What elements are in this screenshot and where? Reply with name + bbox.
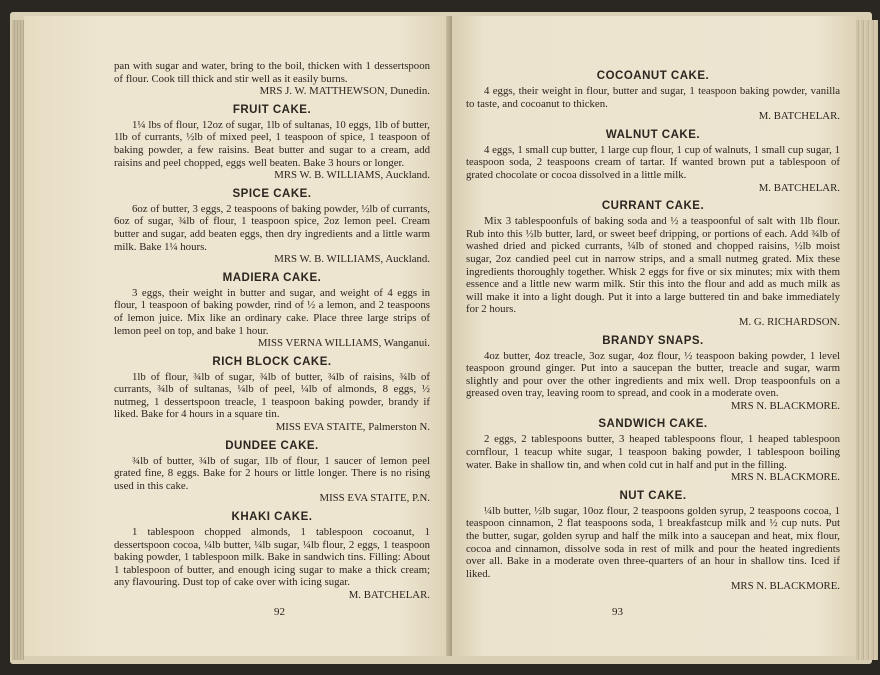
recipe-title: COCOANUT CAKE. — [596, 70, 710, 82]
recipe-author: MRS N. BLACKMORE. — [730, 580, 840, 593]
recipe-title: SANDWICH CAKE. — [598, 418, 708, 431]
recipe-title: DUNDEE CAKE. — [225, 439, 319, 452]
recipe-title: BRANDY SNAPS. — [602, 334, 704, 347]
recipe-spice-cake — [114, 188, 430, 266]
recipe-title: MADIERA CAKE. — [222, 271, 322, 284]
recipe-author: MRS N. BLACKMORE. — [730, 399, 840, 412]
recipe-author: M. G. RICHARDSON. — [738, 315, 840, 328]
recipe-author: MRS N. BLACKMORE. — [730, 471, 840, 484]
recipe-author: M. BATCHELAR. — [758, 110, 840, 123]
recipe-text: pan with sugar and water, bring to the boil, thicken with 1 dessertspoon of flour. Cook till thick and stir well as it easily burns. — [114, 60, 430, 85]
recipe-author: M. BATCHELAR. — [758, 181, 840, 194]
page-edges-left — [12, 20, 24, 660]
page-number: 92 — [274, 606, 285, 618]
recipe-title: SPICE CAKE. — [232, 187, 312, 200]
recipe-title: KHAKI CAKE. — [231, 511, 313, 524]
recipe-dundee-cake — [114, 440, 430, 505]
recipe-text: Mix 3 tablespoonfuls of baking soda and ½ a teaspoonful of salt with 1lb flour. Rub into this ½lb butter, lard, or sweet beef dripping, or portions of each. Add ¾lb of washed dried and picked currants, ¼lb of stoned and chopped raisins, ½lb moist sugar, 2oz candied peel cut in narrow strips, and a small nutmeg grated. Mix these ingredients thoroughly together. Whisk 2 eggs for five or six minutes; mix with them essence and a little new warm milk. Stir this into the flour and add as much milk as will make it into a light dough. Put it into a large buttered tin and bake immediately for 2 hours. — [466, 215, 840, 316]
recipe-text: 2 eggs, 2 tablespoons butter, 3 heaped tablespoons flour, 1 heaped tablespoon cornflour, 1 teacup white sugar, 1 teaspoon baking powder, 1 tablespoon boiling water. Bake in shallow tin, and when cold cut in half and put in the filling. — [466, 433, 840, 471]
right-page — [452, 16, 856, 656]
recipe-title: FRUIT CAKE. — [232, 103, 312, 116]
left-page — [24, 16, 450, 656]
recipe-brandy-snaps — [466, 335, 840, 413]
recipe-author: MRS J. W. MATTHEWSON, Dunedin. — [259, 85, 430, 98]
recipe-text: 1¼ lbs of flour, 12oz of sugar, 1lb of sultanas, 10 eggs, 1lb of butter, 1lb of currants, ½lb of mixed peel, 1 teaspoon of spice, 1 teaspoon of baking powder, a few raisins. Beat butter and sugar to a cream, add raisins and peel chopped, eggs well beaten. Bake 3 hours or longer. — [114, 118, 430, 169]
open-book — [10, 12, 872, 664]
recipe-text: 1lb of flour, ¾lb of sugar, ¾lb of butter, ¾lb of raisins, ¾lb of currants, ¾lb of sultanas, ¼lb of peel, ¼lb of almonds, 8 eggs, ½ nutmeg, 1 dessertspoon treacle, 1 teaspoon baking powder, brandy if liked. Bake for 4 hours in a square tin. — [114, 370, 430, 421]
recipe-khaki-cake — [114, 511, 430, 602]
right-column — [466, 70, 840, 593]
recipe-title: NUT CAKE. — [619, 489, 687, 502]
recipe-title: CURRANT CAKE. — [601, 200, 705, 213]
recipe-currant-cake — [466, 200, 840, 328]
recipe-fruit-cake — [114, 104, 430, 182]
recipe-text: 3 eggs, their weight in butter and sugar, and weight of 4 eggs in flour, 1 teaspoon of baking powder, rind of ½ a lemon, and 2 teaspoons of lemon juice. Mix like an ordinary cake. Place three large strips of lemon peel on top, and bake 1 hour. — [114, 286, 430, 337]
recipe-sandwich-cake — [466, 418, 840, 483]
recipe-text: 6oz of butter, 3 eggs, 2 teaspoons of baking powder, ½lb of currants, 6oz of sugar, ¾lb of flour, 1 teaspoon spice, 2oz lemon peel. Cream butter and sugar, add beaten eggs, then dry ingredients and a little warm milk. Bake 1¼ hours. — [114, 202, 430, 253]
recipe-madiera-cake — [114, 272, 430, 350]
recipe-text: 4oz butter, 4oz treacle, 3oz sugar, 4oz flour, ½ teaspoon baking powder, 1 level teaspoon ground ginger. Put into a saucepan the butter, treacle and sugar, warm slightly and pour over the other ingredients and mix well. Drop teaspoonfuls on a greased oven tray, leaving room to spread, and cook in a moderate oven. — [466, 349, 840, 400]
recipe-nut-cake — [466, 490, 840, 593]
recipe-title: RICH BLOCK CAKE. — [212, 355, 332, 368]
left-column — [114, 60, 430, 602]
recipe-title: WALNUT CAKE. — [605, 128, 701, 141]
recipe-author: MISS EVA STAITE, Palmerston N. — [275, 421, 430, 434]
recipe-cocoanut-cake — [466, 70, 840, 123]
recipe-walnut-cake — [466, 129, 840, 194]
recipe-text: 4 eggs, their weight in flour, butter and sugar, 1 teaspoon baking powder, vanilla to taste, and cocoanut to thicken. — [466, 85, 840, 110]
recipe-author: MRS W. B. WILLIAMS, Auckland. — [274, 169, 430, 182]
recipe-text: 1 tablespoon chopped almonds, 1 tablespoon cocoanut, 1 dessertspoon cocoa, ¼lb butter, ¼lb sugar, ¼lb flour, 2 eggs, 1 teaspoon baking powder, 1 tablespoon milk. Bake in sandwich tins. Filling: About 1 tablespoon of butter, and enough icing sugar to make a thick cream; any flavouring. Dust top of cake over with icing sugar. — [114, 526, 430, 589]
recipe-author: M. BATCHELAR. — [348, 589, 430, 601]
page-number: 93 — [612, 606, 623, 618]
recipe-text: 4 eggs, 1 small cup butter, 1 large cup flour, 1 cup of walnuts, 1 small cup sugar, 1 teaspoon soda, 2 teaspoons cream of tartar. If wanted brown put a tablespoon of grated chocolate or cocoa dissolved in a little milk. — [466, 143, 840, 181]
recipe-author: MISS VERNA WILLIAMS, Wanganui. — [257, 337, 430, 350]
recipe-rich-block-cake — [114, 356, 430, 434]
recipe-author: MRS W. B. WILLIAMS, Auckland. — [274, 253, 430, 266]
recipe-text: ¾lb of butter, ¾lb of sugar, 1lb of flour, 1 saucer of lemon peel grated fine, 8 eggs. Bake for 2 hours or little longer. There is no rising used in this cake. — [114, 454, 430, 492]
recipe-continuation — [114, 60, 430, 98]
recipe-author: MISS EVA STAITE, P.N. — [319, 492, 430, 505]
page-edges-right — [856, 20, 878, 660]
recipe-text: ¼lb butter, ½lb sugar, 10oz flour, 2 teaspoons golden syrup, 2 teaspoons cocoa, 1 teaspoon cinnamon, 2 flat teaspoons soda, 1 breakfastcup milk and ½ cup nuts. Put the butter, sugar, golden syrup and half the milk into a saucepan and heat, mix flour, cocoa and cinnamon, dissolve soda in rest of milk and pour the heated ingredients over all. Bake in a moderate oven three-quarters of an hour in shallow tins. Iced if liked. — [466, 504, 840, 580]
